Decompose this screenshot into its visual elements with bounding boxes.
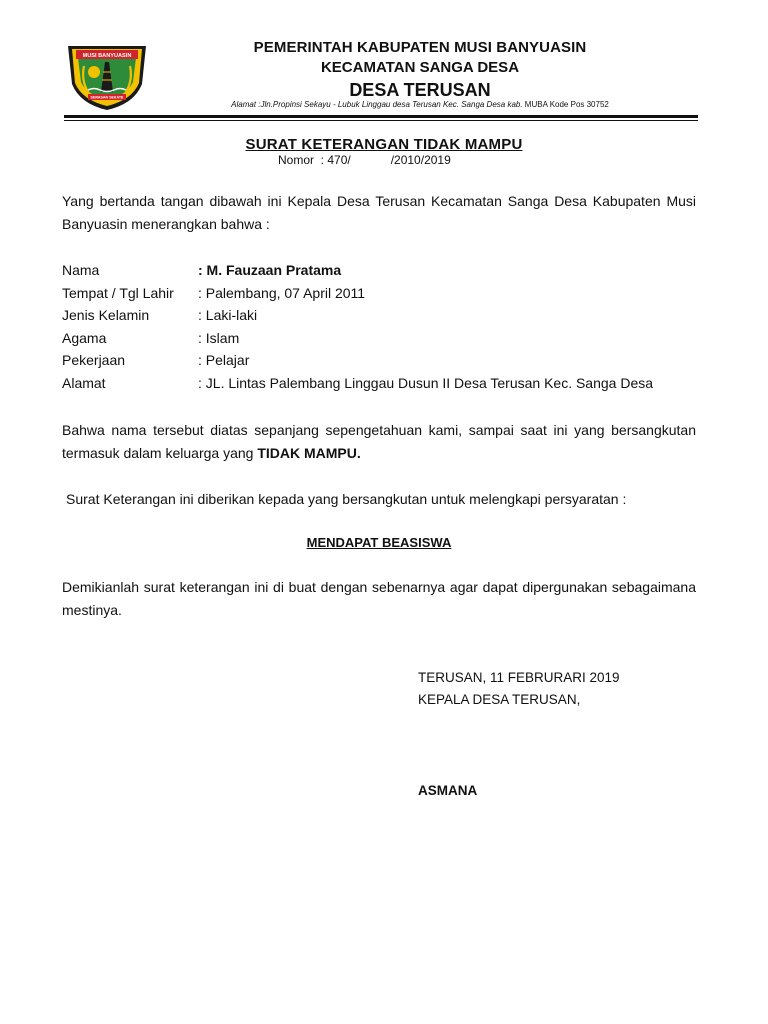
identity-row-nama — [62, 259, 702, 282]
identity-value: : JL. Lintas Palembang Linggau Dusun II Desa Terusan Kec. Sanga Desa — [198, 374, 654, 391]
emblem-banner-text: MUSI BANYUASIN — [82, 53, 132, 60]
identity-label: Pekerjaan — [62, 352, 126, 369]
identity-value: : Islam — [198, 329, 240, 346]
opening-paragraph: Yang bertanda tangan dibawah ini Kepala Desa Terusan Kecamatan Sanga Desa Kabupaten Musi Banyuasin menerangkan bahwa : — [62, 193, 696, 232]
signatory-name: ASMANA — [418, 783, 478, 798]
identity-label: Jenis Kelamin — [62, 307, 150, 324]
letter-title: SURAT KETERANGAN TIDAK MAMPU — [245, 136, 523, 153]
identity-row-religion — [62, 327, 702, 350]
identity-label: Alamat — [62, 374, 106, 391]
signature-place-date: TERUSAN, 11 FEBRURARI 2019 — [418, 670, 620, 685]
identity-label: Tempat / Tgl Lahir — [62, 284, 174, 301]
letterhead-rule-thin — [64, 120, 698, 121]
identity-row-gender — [62, 304, 702, 327]
statement-emphasis: TIDAK MAMPU. — [257, 445, 361, 461]
signature-block — [418, 667, 620, 711]
identity-row-occupation — [62, 349, 702, 372]
letter-number: Nomor : 470/ /2010/2019 — [278, 153, 451, 167]
emblem-sun — [88, 66, 100, 78]
identity-row-ttl — [62, 282, 702, 305]
emblem-ribbon-text: SERASAN SEKATE — [90, 95, 124, 100]
statement-text: Bahwa nama tersebut diatas sepanjang sepengetahuan kami, sampai saat ini yang bersangkutan termasuk dalam keluarga yang — [62, 422, 696, 461]
letterhead-village: DESA TERUSAN — [349, 80, 491, 100]
letterhead-government: PEMERINTAH KABUPATEN MUSI BANYUASIN — [253, 39, 587, 56]
identity-label: Nama — [62, 262, 100, 278]
letterhead-address — [150, 99, 690, 111]
identity-value: : Pelajar — [198, 352, 250, 369]
identity-value: : Palembang, 07 April 2011 — [198, 284, 366, 301]
letterhead — [150, 38, 690, 102]
identity-row-address — [62, 372, 702, 395]
closing-paragraph: Demikianlah surat keterangan ini di buat dengan sebenarnya agar dapat dipergunakan sebagaimana mestinya. — [62, 579, 696, 618]
identity-table — [62, 259, 702, 395]
address-postcode: MUBA Kode Pos 30752 — [522, 100, 609, 109]
purpose-heading: MENDAPAT BEASISWA — [306, 535, 452, 550]
identity-value: : M. Fauzaan Pratama — [198, 262, 342, 278]
letterhead-district: KECAMATAN SANGA DESA — [320, 59, 520, 76]
purpose-intro: Surat Keterangan ini diberikan kepada yang bersangkutan untuk melengkapi persyaratan : — [66, 491, 627, 507]
signature-position: KEPALA DESA TERUSAN, — [418, 692, 581, 707]
address-italic: Alamat :Jln.Propinsi Sekayu - Lubuk Linggau desa Terusan Kec. Sanga Desa kab. — [231, 100, 523, 109]
identity-label: Agama — [62, 329, 107, 346]
letterhead-rule-thick — [64, 115, 698, 118]
musi-banyuasin-emblem-logo — [64, 40, 150, 112]
identity-value: : Laki-laki — [198, 307, 258, 324]
statement-paragraph — [62, 419, 696, 465]
